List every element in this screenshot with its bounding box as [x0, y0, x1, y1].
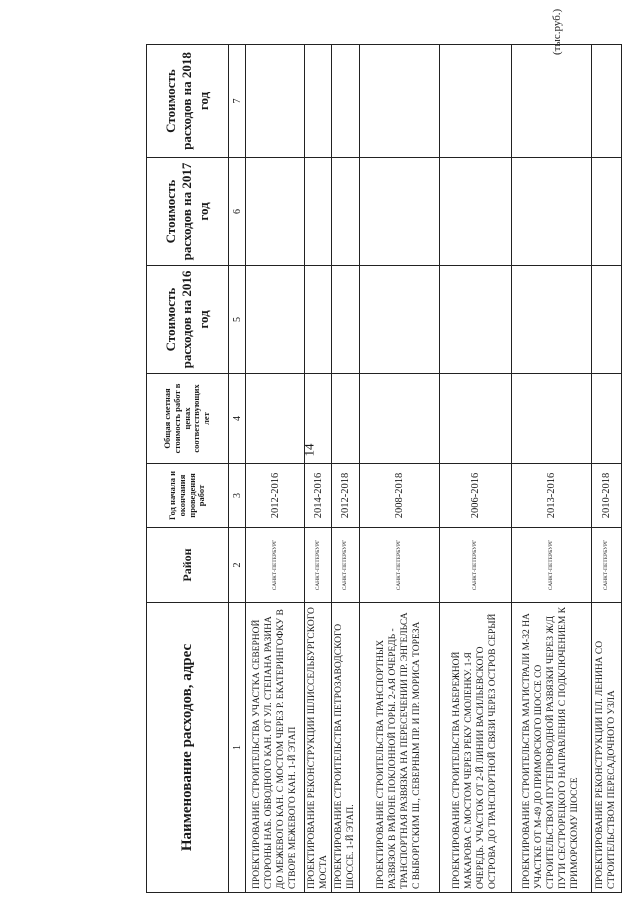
row-cost-2017 — [359, 158, 439, 266]
row-cost-2018 — [332, 45, 359, 158]
units-label: (тыс.руб.) — [551, 8, 563, 55]
row-cost-2017 — [305, 158, 332, 266]
row-region: САНКТ-ПЕТЕРБУРГ — [439, 528, 511, 603]
row-region: САНКТ-ПЕТЕРБУРГ — [511, 528, 591, 603]
row-cost-2018 — [591, 45, 621, 158]
expenses-table — [146, 44, 622, 893]
row-period: 2008-2018 — [359, 464, 439, 528]
column-number-row — [229, 45, 246, 893]
table-row — [305, 45, 332, 893]
table-row — [591, 45, 621, 893]
row-region: САНКТ-ПЕТЕРБУРГ — [305, 528, 332, 603]
column-number: 3 — [229, 464, 246, 528]
rotated-table-stage — [146, 45, 618, 893]
row-cost-2017 — [439, 158, 511, 266]
row-cost-2018 — [359, 45, 439, 158]
row-cost-2016 — [246, 266, 305, 374]
row-period: 2006-2016 — [439, 464, 511, 528]
row-cost-2018 — [246, 45, 305, 158]
header-row — [147, 45, 229, 893]
row-total-cost — [439, 374, 511, 464]
row-region: САНКТ-ПЕТЕРБУРГ — [246, 528, 305, 603]
column-number: 1 — [229, 603, 246, 893]
table-row — [246, 45, 305, 893]
row-total-cost — [591, 374, 621, 464]
row-cost-2016 — [511, 266, 591, 374]
row-cost-2018 — [511, 45, 591, 158]
header-region: Район — [147, 528, 229, 603]
column-number: 6 — [229, 158, 246, 266]
row-region: САНКТ-ПЕТЕРБУРГ — [591, 528, 621, 603]
table-row — [439, 45, 511, 893]
row-cost-2016 — [439, 266, 511, 374]
row-name: ПРОЕКТИРОВАНИЕ СТРОИТЕЛЬСТВА НАБЕРЕЖНОЙ МАКАРОВА С МОСТОМ ЧЕРЕЗ РЕКУ СМОЛЕНКУ. 1-Я ОЧЕРЕДЬ. УЧАСТОК ОТ 2-Й ЛИНИИ ВАСИЛЬЕВСКОГО ОСТРОВА ДО ТРАНСПОРТНОЙ СВЯЗИ ЧЕРЕЗ ОСТРОВ СЕРЫЙ — [439, 603, 511, 893]
row-cost-2016 — [359, 266, 439, 374]
column-number: 5 — [229, 266, 246, 374]
row-period: 2014-2016 — [305, 464, 332, 528]
row-cost-2016 — [332, 266, 359, 374]
row-period: 2013-2016 — [511, 464, 591, 528]
row-region: САНКТ-ПЕТЕРБУРГ — [332, 528, 359, 603]
table-row — [511, 45, 591, 893]
table-row — [332, 45, 359, 893]
row-cost-2017 — [591, 158, 621, 266]
row-name: ПРОЕКТИРОВАНИЕ СТРОИТЕЛЬСТВА МАГИСТРАЛИ М-32 НА УЧАСТКЕ ОТ М-49 ДО ПРИМОРСКОГО ШОССЕ СО СТРОИТЕЛЬСТВОМ ПУТЕПРОВОДНОЙ РАЗВЯЗКИ ЧЕРЕЗ Ж/Д ПУТИ СЕСТРОРЕЦКОГО НАПРАВЛЕНИЯ С ПОДКЛЮЧЕНИЕМ К ПРИМОРСКОМУ ШОССЕ — [511, 603, 591, 893]
row-cost-2018 — [305, 45, 332, 158]
row-cost-2017 — [511, 158, 591, 266]
column-number: 4 — [229, 374, 246, 464]
header-cost-2016: Стоимость расходов на 2016 год — [147, 266, 229, 374]
row-cost-2016 — [591, 266, 621, 374]
column-number: 7 — [229, 45, 246, 158]
row-name: ПРОЕКТИРОВАНИЕ СТРОИТЕЛЬСТВА ТРАНСПОРТНЫХ РАЗВЯЗОК В РАЙОНЕ ПОКЛОННОЙ ГОРЫ. 2-АЯ ОЧЕРЕДЬ - ТРАНСПОРТНАЯ РАЗВЯЗКА НА ПЕРЕСЕЧЕНИИ ПР. ЭНГЕЛЬСА С ВЫБОРГСКИМ Ш., СЕВЕРНЫМ ПР. И ПР. МОРИСА ТОРЕЗА — [359, 603, 439, 893]
header-cost-2018: Стоимость расходов на 2018 год — [147, 45, 229, 158]
row-period: 2012-2018 — [332, 464, 359, 528]
row-cost-2017 — [332, 158, 359, 266]
row-cost-2017 — [246, 158, 305, 266]
row-total-cost — [332, 374, 359, 464]
row-name: ПРОЕКТИРОВАНИЕ СТРОИТЕЛЬСТВА УЧАСТКА СЕВЕРНОЙ СТОРОНЫ НАБ. ОБВОДНОГО КАН. ОТ УЛ. СТЕПАНА РАЗИНА ДО МЕЖЕВОГО КАН. С МОСТОМ ЧЕРЕЗ Р. ЕКАТЕРИНГОФКУ В СТВОРЕ МЕЖЕВОГО КАН. 1-Й ЭТАП — [246, 603, 305, 893]
row-total-cost — [305, 374, 332, 464]
row-period: 2010-2018 — [591, 464, 621, 528]
table-row — [359, 45, 439, 893]
row-total-cost — [359, 374, 439, 464]
row-cost-2016 — [305, 266, 332, 374]
row-total-cost — [511, 374, 591, 464]
row-region: САНКТ-ПЕТЕРБУРГ — [359, 528, 439, 603]
row-name: ПРОЕКТИРОВАНИЕ СТРОИТЕЛЬСТВА ПЕТРОЗАВОДСКОГО ШОССЕ. 1-Й ЭТАП. — [332, 603, 359, 893]
row-name: ПРОЕКТИРОВАНИЕ РЕКОНСТРУКЦИИ ШЛИССЕЛЬБУРГСКОГО МОСТА — [305, 603, 332, 893]
row-period: 2012-2016 — [246, 464, 305, 528]
row-cost-2018 — [439, 45, 511, 158]
column-number: 2 — [229, 528, 246, 603]
header-total-cost: Общая сметная стоимость работ в ценах соответствующих лет — [147, 374, 229, 464]
row-name: ПРОЕКТИРОВАНИЕ РЕКОНСТРУКЦИИ ПЛ. ЛЕНИНА СО СТРОИТЕЛЬСТВОМ ПЕРЕСАДОЧНОГО УЗЛА — [591, 603, 621, 893]
header-period: Год начала и окончания проведения работ — [147, 464, 229, 528]
page-number: 14 — [301, 443, 317, 457]
header-name: Наименование расходов, адрес — [147, 603, 229, 893]
header-cost-2017: Стоимость расходов на 2017 год — [147, 158, 229, 266]
row-total-cost — [246, 374, 305, 464]
